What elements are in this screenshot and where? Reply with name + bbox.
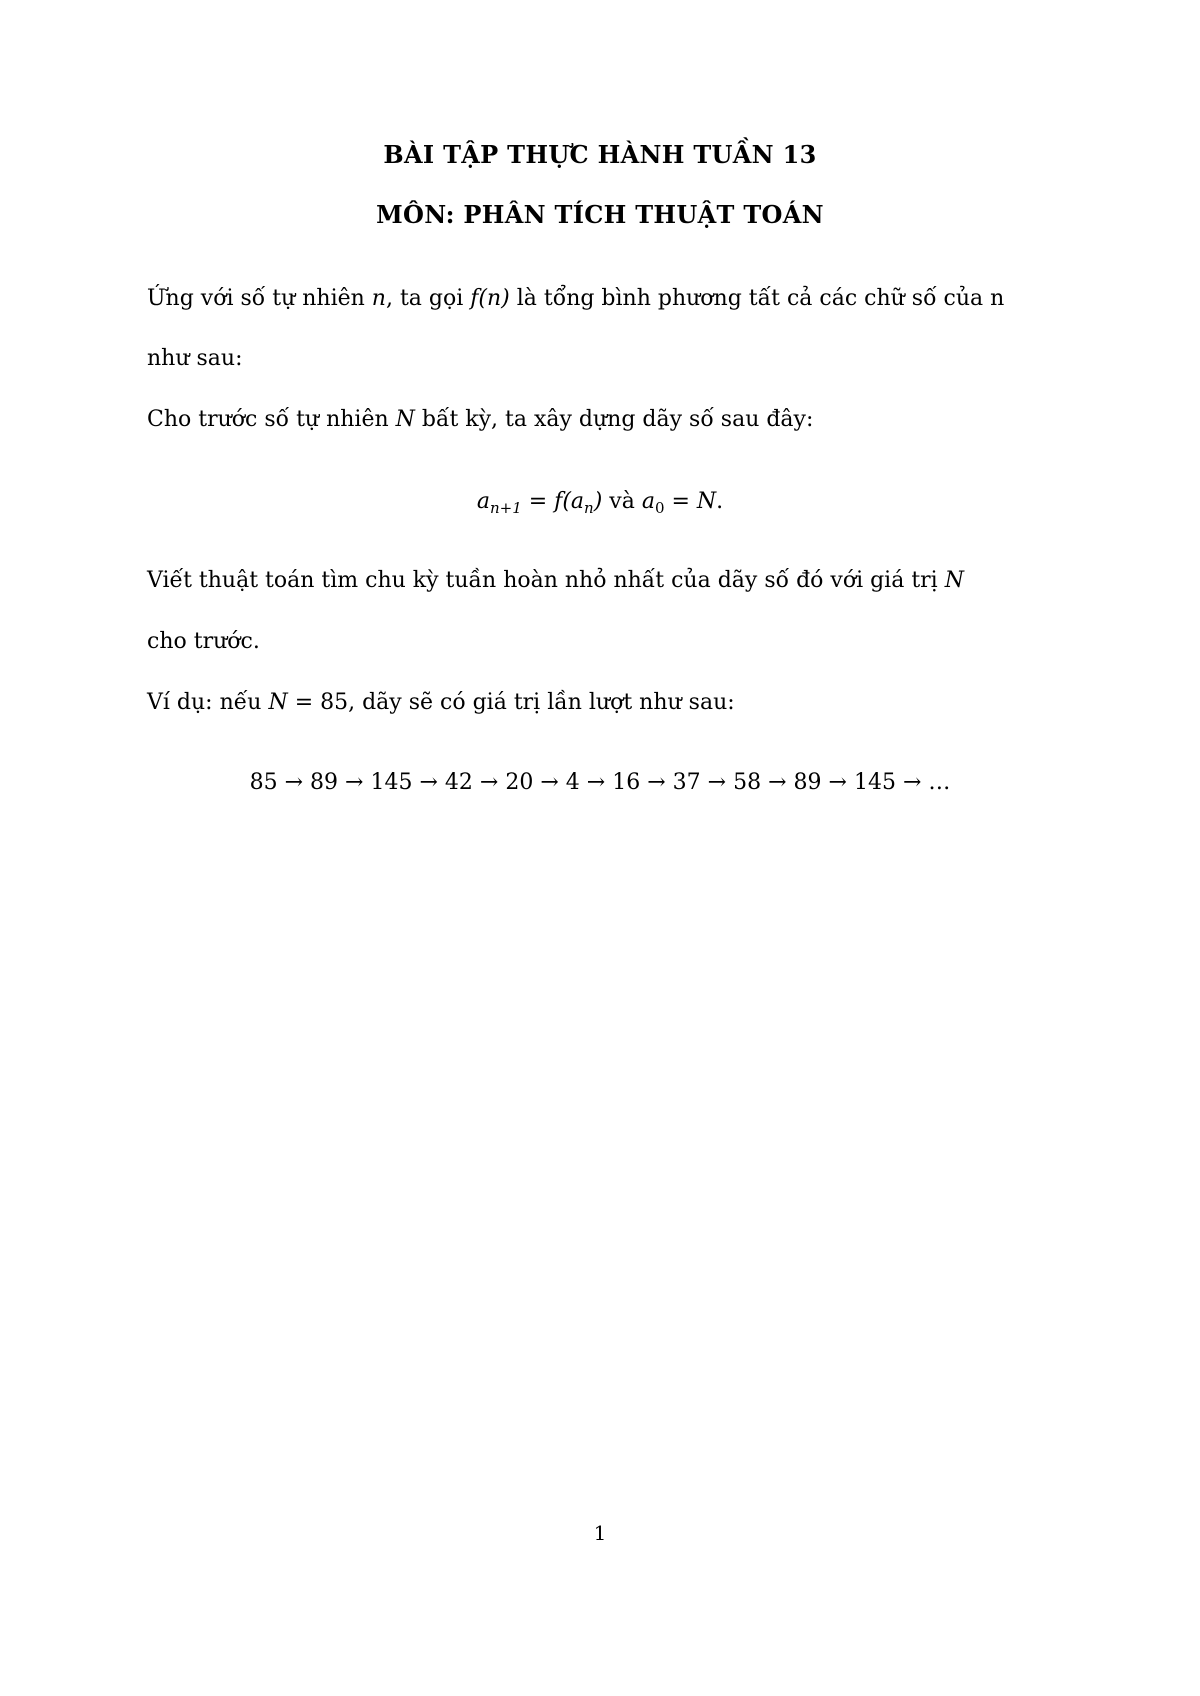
formula-a: a bbox=[641, 489, 655, 514]
formula-close: ) bbox=[593, 489, 603, 514]
paragraph-definition-line2: như sau: bbox=[147, 346, 243, 371]
sequence-term: 145 bbox=[370, 770, 413, 795]
sequence-term: 37 bbox=[672, 770, 701, 795]
sequence-term: 89 bbox=[793, 770, 822, 795]
page-number: 1 bbox=[593, 1521, 607, 1545]
formula-dot: . bbox=[716, 489, 724, 514]
formula-f: f(a bbox=[554, 489, 585, 514]
formula-equals: = bbox=[664, 489, 697, 514]
formula-subscript: n+1 bbox=[489, 499, 522, 517]
sequence-term: … bbox=[928, 770, 951, 795]
formula-and: và bbox=[602, 489, 642, 514]
paragraph-definition bbox=[147, 285, 1027, 313]
sequence-arrow: → bbox=[419, 770, 438, 795]
text: Cho trước số tự nhiên bbox=[147, 407, 396, 432]
sequence-term: 20 bbox=[505, 770, 534, 795]
sequence-term: 89 bbox=[310, 770, 339, 795]
text: Ứng với số tự nhiên bbox=[147, 286, 372, 311]
sequence-arrow: → bbox=[707, 770, 727, 795]
math-fn: f(n) bbox=[470, 286, 510, 311]
math-var-n: n bbox=[371, 286, 386, 311]
paragraph-example bbox=[147, 689, 1027, 717]
sequence-arrow: → bbox=[345, 770, 364, 795]
formula-subscript: n bbox=[584, 499, 594, 517]
paragraph-task bbox=[147, 567, 1027, 595]
sequence-term: 42 bbox=[444, 770, 473, 795]
math-var-N: N bbox=[268, 690, 288, 715]
example-sequence bbox=[0, 769, 1200, 797]
sequence-arrow: → bbox=[647, 770, 666, 795]
math-var-N: N bbox=[944, 568, 964, 593]
formula-subscript: 0 bbox=[654, 499, 665, 517]
text: Ví dụ: nếu bbox=[147, 690, 269, 715]
recurrence-formula bbox=[0, 488, 1200, 522]
sequence-term: 85 bbox=[249, 770, 278, 795]
course-title: MÔN: PHÂN TÍCH THUẬT TOÁN bbox=[376, 200, 824, 229]
text: Viết thuật toán tìm chu kỳ tuần hoàn nhỏ nhất của dãy số đó với giá trị bbox=[147, 568, 945, 593]
paragraph-task-line2: cho trước. bbox=[147, 629, 260, 654]
formula-equals: = bbox=[521, 489, 555, 514]
sequence-arrow: → bbox=[828, 770, 847, 795]
text: bất kỳ, ta xây dựng dãy số sau đây: bbox=[414, 407, 814, 432]
document-title: BÀI TẬP THỰC HÀNH TUẦN 13 bbox=[383, 140, 817, 169]
sequence-term: 145 bbox=[853, 770, 896, 795]
sequence-arrow: → bbox=[479, 770, 499, 795]
sequence-arrow: → bbox=[902, 770, 922, 795]
sequence-term: 4 bbox=[565, 770, 580, 795]
formula-a: a bbox=[476, 489, 490, 514]
sequence-term: 16 bbox=[612, 770, 641, 795]
sequence-arrow: → bbox=[540, 770, 559, 795]
text: , ta gọi bbox=[385, 286, 471, 311]
sequence-arrow: → bbox=[768, 770, 787, 795]
sequence-arrow: → bbox=[586, 770, 606, 795]
formula-N: N bbox=[696, 489, 717, 514]
sequence-arrow: → bbox=[284, 770, 304, 795]
paragraph-sequence-intro bbox=[147, 406, 1027, 434]
math-var-N: N bbox=[395, 407, 415, 432]
text: = 85, dãy sẽ có giá trị lần lượt như sau: bbox=[287, 690, 735, 715]
sequence-term: 58 bbox=[733, 770, 762, 795]
text: là tổng bình phương tất cả các chữ số của n bbox=[509, 286, 1005, 311]
